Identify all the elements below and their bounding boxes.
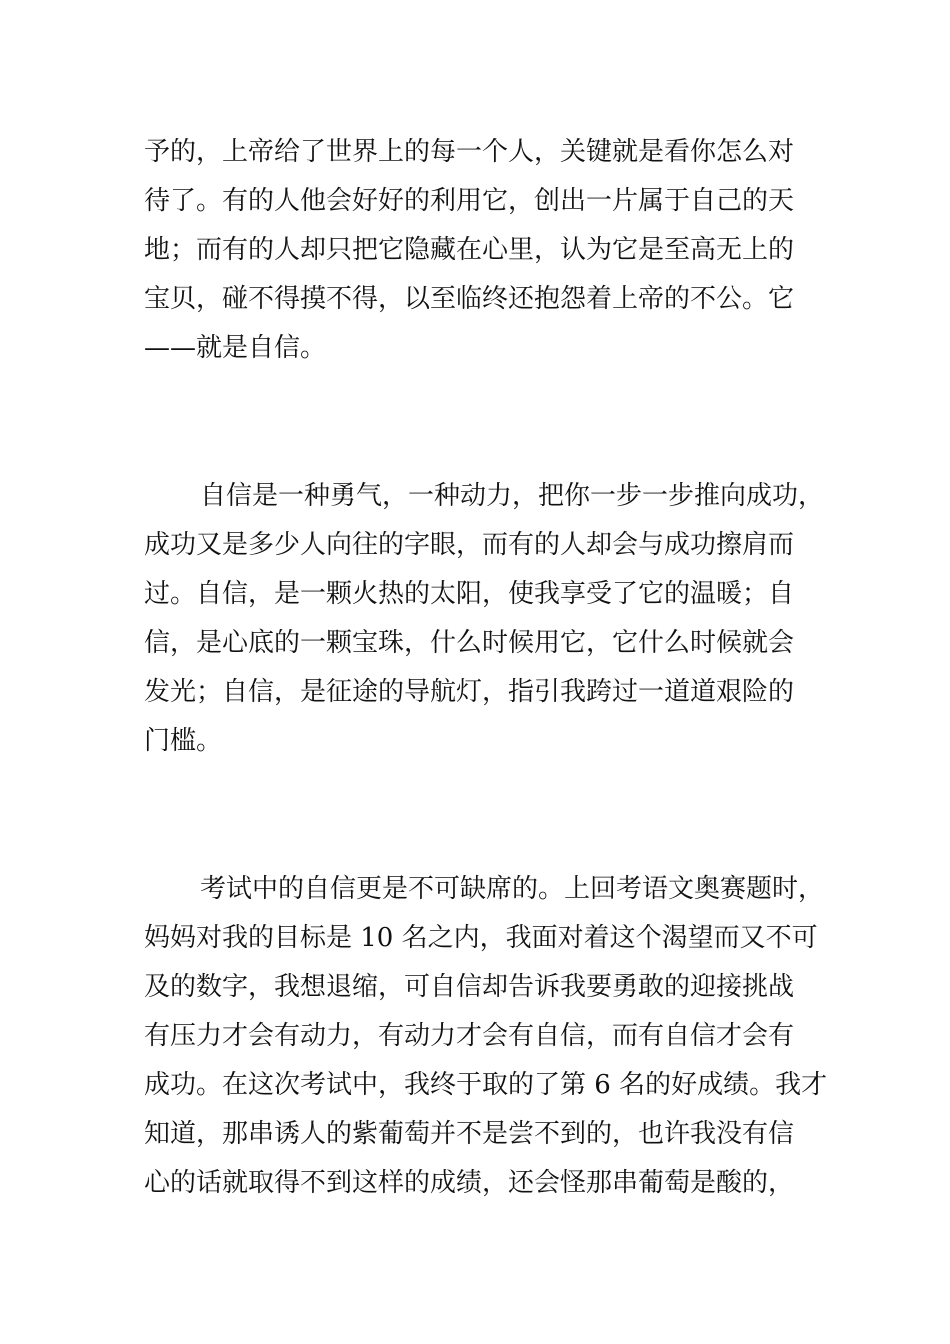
text-line: 门槛。: [144, 726, 223, 756]
text-line: 心的话就取得不到这样的成绩，还会怪那串葡萄是酸的，: [144, 1168, 795, 1198]
text-line: 成功。在这次考试中，我终于取的了第 6 名的好成绩。我才: [144, 1070, 828, 1100]
text-line: 信，是心底的一颗宝珠，什么时候用它，它什么时候就会: [144, 628, 795, 658]
text-line: ——就是自信。: [144, 333, 327, 363]
text-line: 发光；自信，是征途的导航灯，指引我跨过一道道艰险的: [144, 677, 795, 707]
text-line: 成功又是多少人向往的字眼，而有的人却会与成功擦肩而: [144, 530, 795, 560]
text-line: 予的，上帝给了世界上的每一个人，关键就是看你怎么对: [144, 137, 795, 167]
text-line: 过。自信，是一颗火热的太阳，使我享受了它的温暖；自: [144, 579, 795, 609]
text-line: 妈妈对我的目标是 10 名之内，我面对着这个渴望而又不可: [144, 923, 818, 953]
text-line: 考试中的自信更是不可缺席的。上回考语文奥赛题时，: [200, 874, 825, 904]
text-line: 自信是一种勇气，一种动力，把你一步一步推向成功，: [200, 481, 825, 511]
text-line: 待了。有的人他会好好的利用它，创出一片属于自己的天: [144, 186, 795, 216]
text-line: 地；而有的人却只把它隐藏在心里，认为它是至高无上的: [144, 235, 795, 265]
text-line: 有压力才会有动力，有动力才会有自信，而有自信才会有: [144, 1021, 795, 1051]
text-line: 知道，那串诱人的紫葡萄并不是尝不到的，也许我没有信: [144, 1119, 795, 1149]
text-line: 及的数字，我想退缩，可自信却告诉我要勇敢的迎接挑战: [144, 972, 795, 1002]
text-line: 宝贝，碰不得摸不得，以至临终还抱怨着上帝的不公。它: [144, 284, 795, 314]
